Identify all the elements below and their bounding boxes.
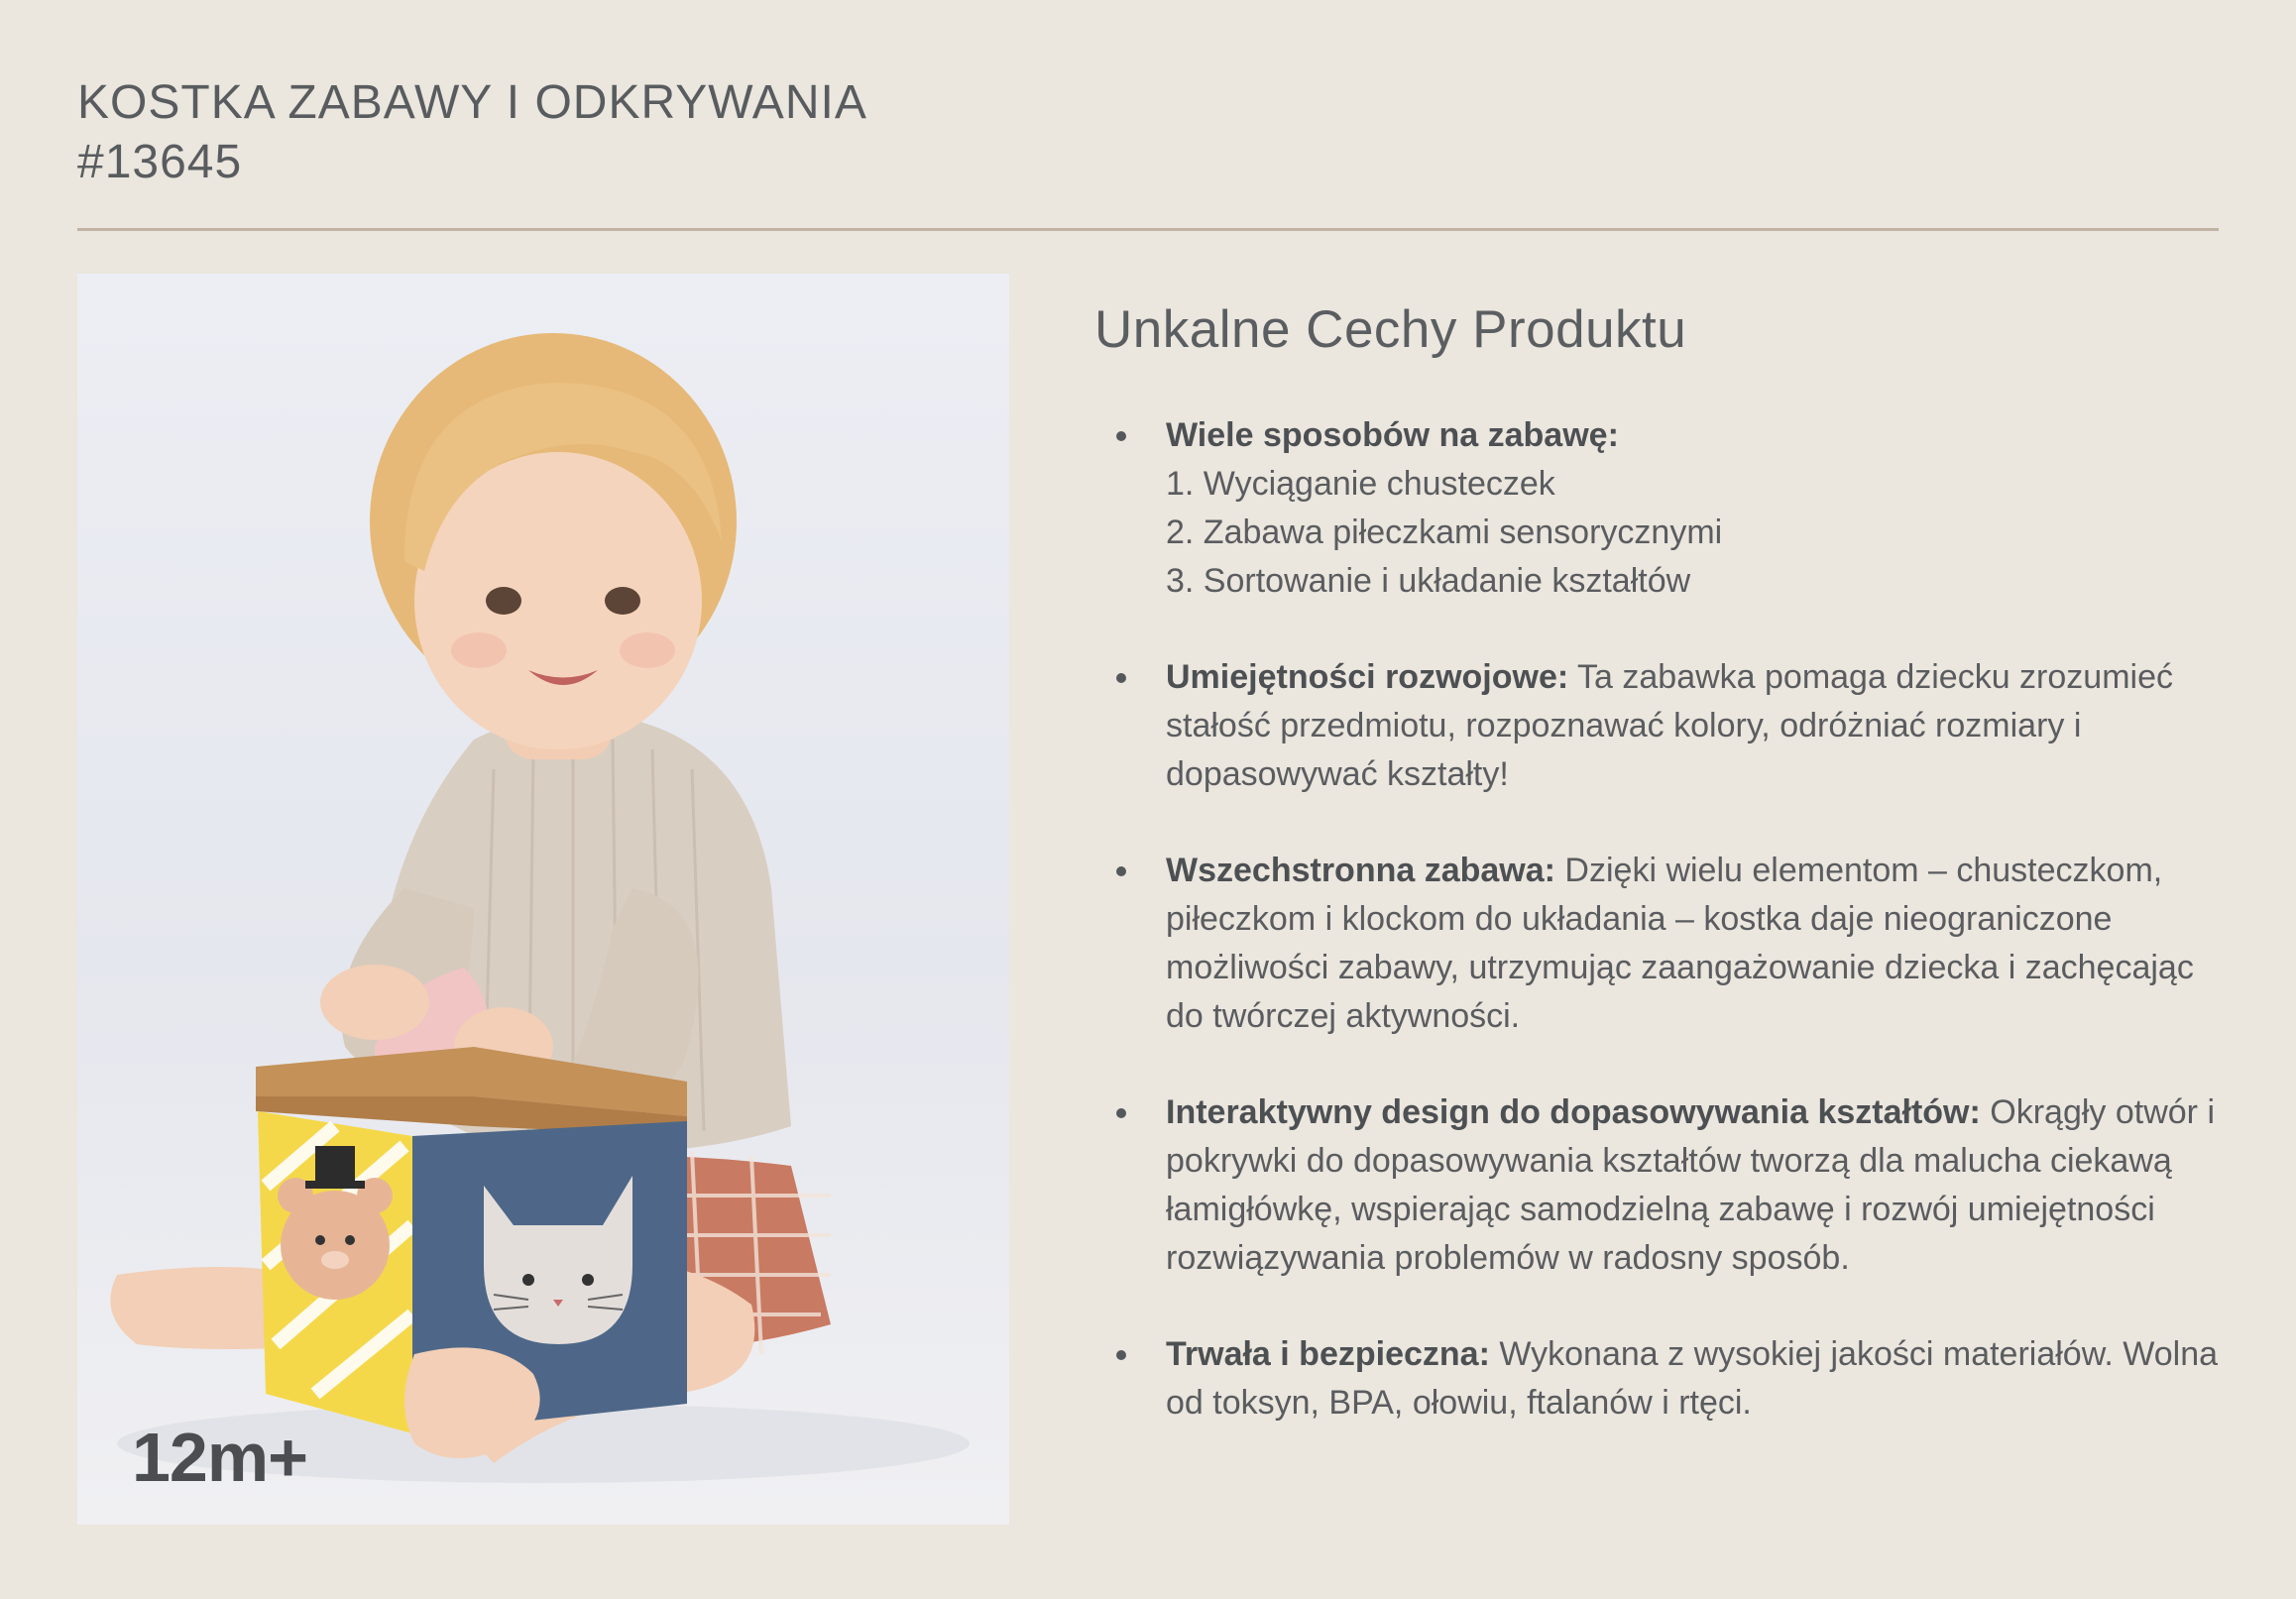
features-panel xyxy=(1094,299,2235,1475)
feature-item xyxy=(1094,847,2235,1041)
feature-subitem: 2. Zabawa piłeczkami sensorycznymi xyxy=(1166,514,1723,551)
feature-item xyxy=(1094,653,2235,799)
feature-item xyxy=(1094,1088,2235,1283)
feature-text: Wykonana z wysokiej jakości materiałów. Wolna od toksyn, BPA, ołowiu, ftalanów i rtęci. xyxy=(1166,1335,2219,1422)
feature-item xyxy=(1094,1330,2235,1428)
header-divider xyxy=(77,228,2219,231)
product-title: KOSTKA ZABAWY I ODKRYWANIA xyxy=(77,76,867,129)
child-with-toy-illustration xyxy=(77,274,1009,1525)
feature-lead: Wiele sposobów na zabawę: xyxy=(1166,416,1619,454)
feature-item xyxy=(1094,411,2235,606)
features-title: Unkalne Cechy Produktu xyxy=(1094,300,1687,359)
feature-text: Dzięki wielu elementom – chusteczkom, piłeczkom i klockom do układania – kostka daje nieograniczone możliwości zabawy, utrzymując zaangażowanie dziecka i zachęcając do twórczej aktywności. xyxy=(1166,852,2194,1035)
age-badge: 12m+ xyxy=(132,1419,307,1496)
feature-lead: Wszechstronna zabawa: xyxy=(1166,852,1555,889)
features-list xyxy=(1094,411,2235,1428)
feature-lead: Interaktywny design do dopasowywania kształtów: xyxy=(1166,1093,1981,1131)
feature-lead: Umiejętności rozwojowe: xyxy=(1166,658,1569,696)
feature-subitem: 1. Wyciąganie chusteczek xyxy=(1166,465,1555,503)
page-header xyxy=(77,73,867,192)
product-code: #13645 xyxy=(77,136,243,188)
feature-text: Okrągły otwór i pokrywki do dopasowywania kształtów tworzą dla malucha ciekawą łamigłówkę, wspierając samodzielną zabawę i rozwój umiejętności rozwiązywania problemów w radosny sposób. xyxy=(1166,1093,2216,1277)
feature-lead: Trwała i bezpieczna: xyxy=(1166,1335,1490,1373)
feature-subitem: 3. Sortowanie i układanie kształtów xyxy=(1166,562,1691,600)
feature-text: Ta zabawka pomaga dziecku zrozumieć stałość przedmiotu, rozpoznawać kolory, odróżniać rozmiary i dopasowywać kształty! xyxy=(1166,658,2173,793)
product-photo xyxy=(77,274,1009,1525)
